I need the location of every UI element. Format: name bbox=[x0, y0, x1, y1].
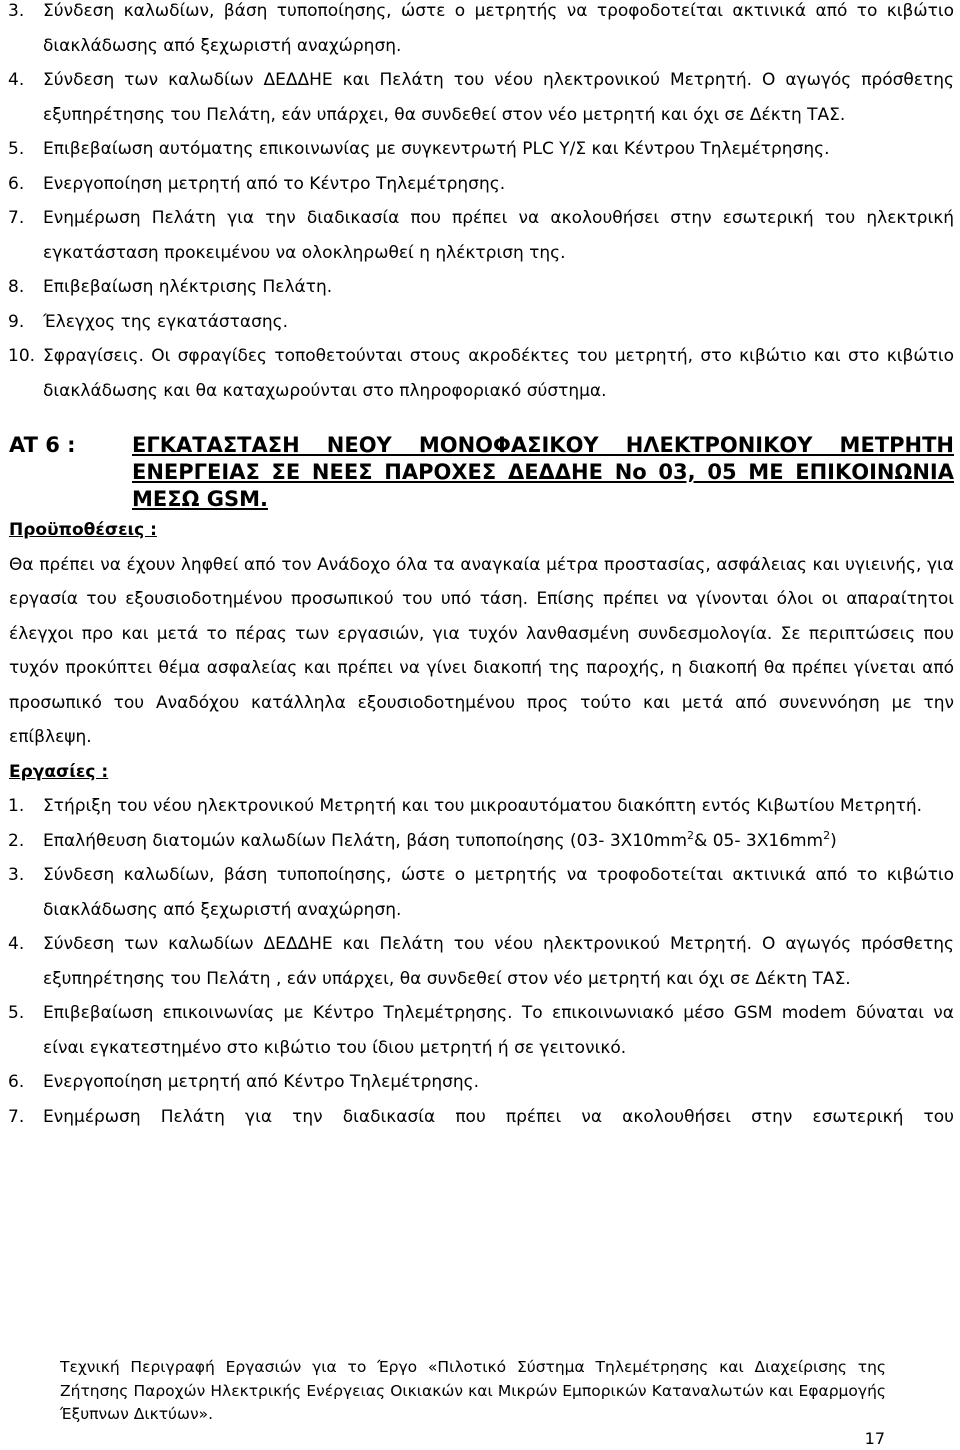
item-text: Σφραγίσεις. Οι σφραγίδες τοποθετούνται στους ακροδέκτες του μετρητή, στο κιβώτιο και στο κιβώτιο διακλάδωσης και θα καταχωρούνται στο πληροφοριακό σύστημα. bbox=[43, 346, 954, 401]
heading-label: AT 6 : bbox=[9, 433, 76, 457]
list-item bbox=[0, 858, 960, 927]
item-number: 2. bbox=[8, 830, 25, 851]
item-number: 1. bbox=[8, 796, 25, 816]
prerequisites-text: Θα πρέπει να έχουν ληφθεί από τον Ανάδοχο όλα τα αναγκαία μέτρα προστασίας, ασφάλειας και υγιεινής, για εργασία του εξουσιοδοτημένου προσωπικού του υπό τάση. Επίσης πρέπει να γίνονται όλοι οι απαραίτητοι έλεγχοι προ και μετά το πέρας των εργασιών, για τυχόν λανθασμένη συνδεσμολογία. Σε περιπτώσεις που τυχόν προκύπτει θέμα ασφαλείας και πρέπει να γίνει διακοπή της παροχής, η διακοπή θα πρέπει γίνεται από προσωπικό του Αναδόχου κατάλληλα εξουσιοδοτημένου προς τούτο και μετά από συνεννόηση με την επίβλεψη. bbox=[9, 554, 954, 747]
item-number: 3. bbox=[8, 1, 25, 21]
item-number: 8. bbox=[8, 277, 25, 297]
list-item bbox=[0, 167, 960, 202]
item-number: 4. bbox=[8, 70, 25, 90]
list-item bbox=[0, 927, 960, 996]
item-text: Στήριξη του νέου ηλεκτρονικού Μετρητή και του μικροαυτόματου διακόπτη εντός Κιβωτίου Μετρητή. bbox=[43, 796, 923, 816]
item-number: 5. bbox=[8, 139, 25, 159]
tasks-label: Εργασίες : bbox=[9, 761, 109, 782]
list-item bbox=[0, 824, 960, 859]
item-number: 7. bbox=[8, 208, 25, 228]
item-text: Ενεργοποίηση μετρητή από το Κέντρο Τηλεμέτρησης. bbox=[43, 173, 506, 194]
superscript: 2 bbox=[823, 828, 831, 842]
page-footer: Τεχνική Περιγραφή Εργασιών για το Έργο «Πιλοτικό Σύστημα Τηλεμέτρησης και Διαχείρισης της Ζήτησης Παροχών Ηλεκτρικής Ενέργειας Οικιακών και Μικρών Εμπορικών Καταναλωτών και Εφαρμογής Έξυπνων Δικτύων». bbox=[60, 1358, 886, 1423]
list-item bbox=[0, 996, 960, 1065]
list-item bbox=[0, 270, 960, 305]
superscript: 2 bbox=[687, 828, 695, 842]
item-text: Σύνδεση καλωδίων, βάση τυποποίησης, ώστε ο μετρητής να τροφοδοτείται ακτινικά από το κιβώτιο διακλάδωσης από ξεχωριστή αναχώρηση. bbox=[43, 865, 954, 920]
item-text: Επιβεβαίωση ηλέκτρισης Πελάτη. bbox=[43, 277, 333, 297]
list-item bbox=[0, 201, 960, 270]
item-number: 9. bbox=[8, 311, 25, 332]
item-text: Έλεγχος της εγκατάστασης. bbox=[43, 311, 289, 332]
list-item bbox=[0, 0, 960, 63]
item-text: Ενημέρωση Πελάτη για την διαδικασία που πρέπει να ακολουθήσει στην εσωτερική του ηλεκτρική εγκατάσταση προκειμένου να ολοκληρωθεί η ηλέκτριση της. bbox=[43, 208, 954, 263]
top-list bbox=[0, 0, 960, 408]
item-text: Επαλήθευση διατομών καλωδίων Πελάτη, βάση τυποποίησης (03- 3X10mm bbox=[43, 830, 688, 851]
item-text: ) bbox=[830, 830, 837, 851]
item-text: Επιβεβαίωση επικοινωνίας με Κέντρο Τηλεμέτρησης. Το επικοινωνιακό μέσο GSM modem δύναται να είναι εγκατεστημένο στο κιβώτιο του ίδιου μετρητή ή σε γειτονικό. bbox=[43, 1003, 954, 1058]
item-text: Σύνδεση καλωδίων, βάση τυποποίησης, ώστε ο μετρητής να τροφοδοτείται ακτινικά από το κιβώτιο διακλάδωσης από ξεχωριστή αναχώρηση. bbox=[43, 1, 954, 56]
item-number: 4. bbox=[8, 934, 25, 954]
list-item bbox=[0, 132, 960, 167]
list-item bbox=[0, 1065, 960, 1100]
item-number: 7. bbox=[8, 1106, 25, 1127]
item-text: Ενεργοποίηση μετρητή από Κέντρο Τηλεμέτρησης. bbox=[43, 1072, 480, 1092]
prerequisites-label: Προϋποθέσεις : bbox=[9, 520, 157, 540]
list-item bbox=[0, 789, 960, 824]
item-number: 6. bbox=[8, 173, 25, 194]
item-number: 5. bbox=[8, 1003, 25, 1023]
item-text: Σύνδεση των καλωδίων ΔΕΔΔΗΕ και Πελάτη του νέου ηλεκτρονικού Μετρητή. Ο αγωγός πρόσθετης εξυπηρέτησης του Πελάτη , εάν υπάρχει, θα συνδεθεί στον νέο μετρητή και όχι σε Δέκτη ΤΑΣ. bbox=[43, 934, 954, 989]
list-item bbox=[0, 1100, 960, 1135]
item-number: 3. bbox=[8, 865, 25, 885]
item-text: & 05- 3X16mm bbox=[694, 830, 824, 851]
heading-title: ΕΓΚΑΤΑΣΤΑΣΗ ΝΕΟΥ ΜΟΝΟΦΑΣΙΚΟΥ ΗΛΕΚΤΡΟΝΙΚΟΥ ΜΕΤΡΗΤΗ ΕΝΕΡΓΕΙΑΣ ΣΕ ΝΕΕΣ ΠΑΡΟΧΕΣ ΔΕΔΔΗΕ No 03, 05 ΜΕ ΕΠΙΚΟΙΝΩΝΙΑ ΜΕΣΩ GSM. bbox=[132, 433, 954, 511]
list-item bbox=[0, 305, 960, 340]
item-text: Σύνδεση των καλωδίων ΔΕΔΔΗΕ και Πελάτη του νέου ηλεκτρονικού Μετρητή. Ο αγωγός πρόσθετης εξυπηρέτησης του Πελάτη, εάν υπάρχει, θα συνδεθεί στον νέο μετρητή και όχι σε Δέκτη ΤΑΣ. bbox=[43, 70, 954, 125]
item-text: Επιβεβαίωση αυτόματης επικοινωνίας με συγκεντρωτή PLC Υ/Σ και Κέντρου Τηλεμέτρησης. bbox=[43, 139, 830, 159]
item-number: 10. bbox=[8, 346, 36, 366]
list-item bbox=[0, 63, 960, 132]
item-text: Ενημέρωση Πελάτη για την διαδικασία που πρέπει να ακολουθήσει στην εσωτερική του bbox=[43, 1106, 954, 1127]
section-heading bbox=[0, 432, 960, 513]
item-number: 6. bbox=[8, 1072, 25, 1092]
list-item bbox=[0, 339, 960, 408]
page-number: 17 bbox=[864, 1429, 885, 1448]
